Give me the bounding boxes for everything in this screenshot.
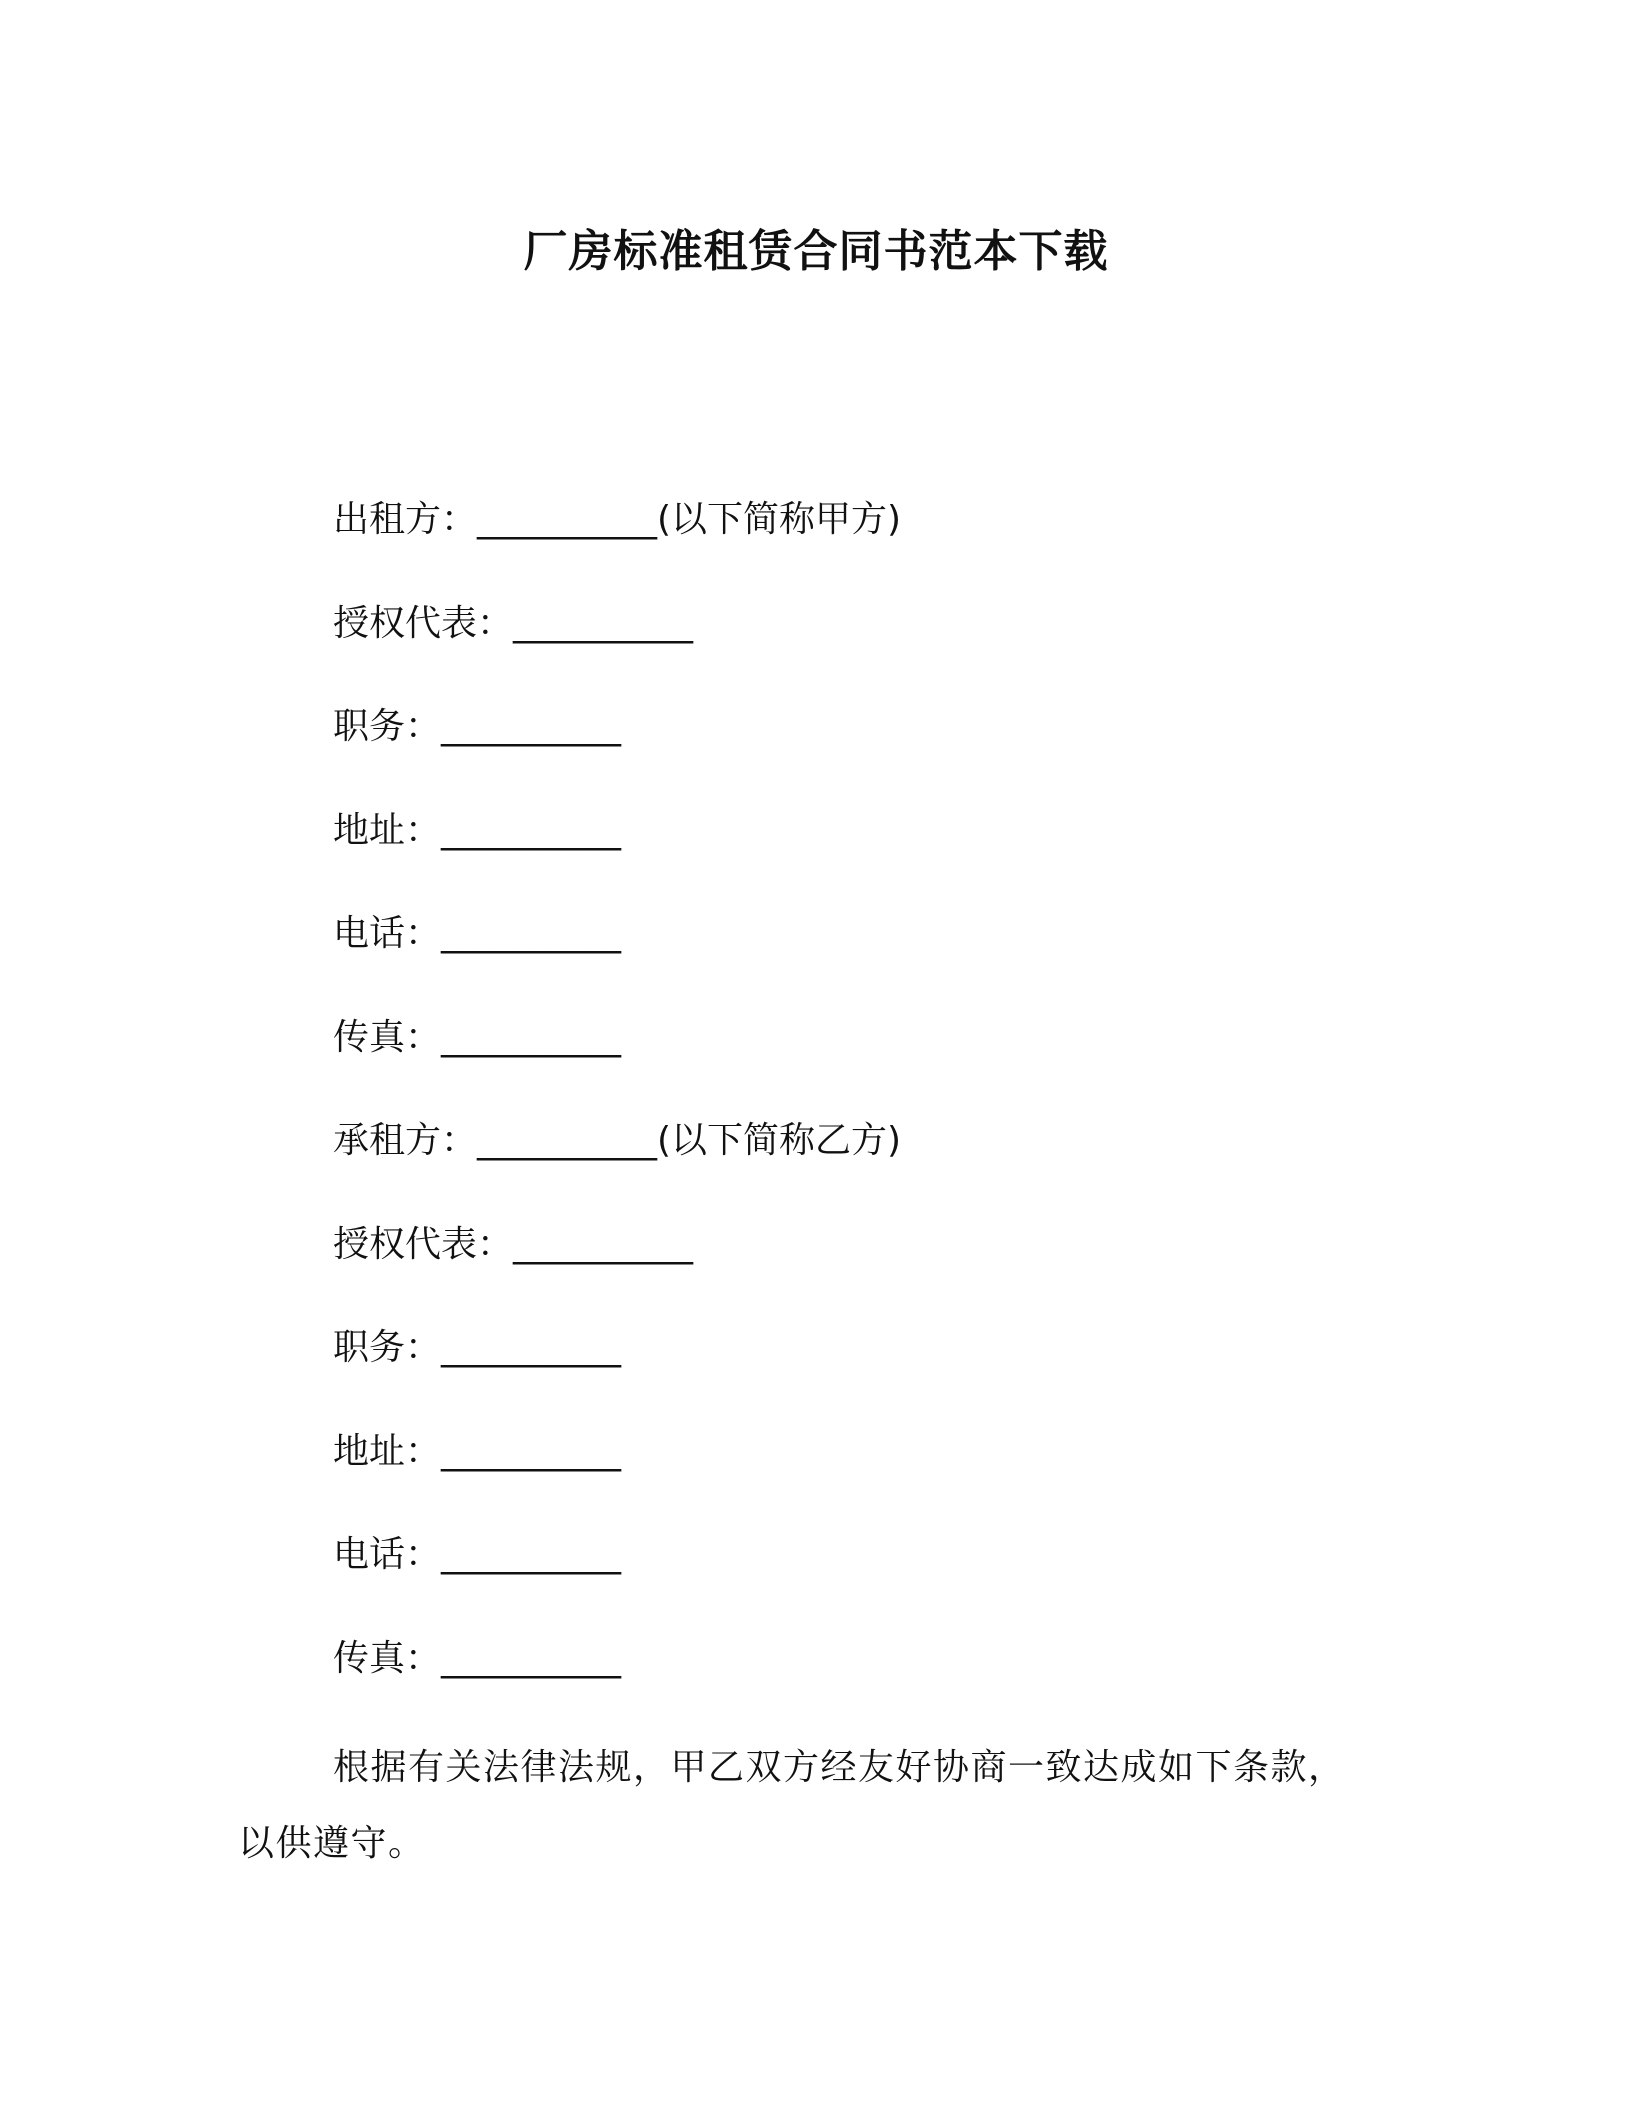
field-lessee-address bbox=[333, 1422, 1433, 1526]
field-label: 职务： bbox=[333, 706, 442, 747]
field-label: 授权代表： bbox=[333, 1223, 514, 1265]
document-title: 厂房标准租赁合同书范本下载 bbox=[523, 226, 1109, 277]
field-label: 地址： bbox=[333, 809, 442, 851]
field-lessor-representative bbox=[333, 594, 1433, 698]
field-label: 电话： bbox=[333, 913, 442, 954]
field-label: 职务： bbox=[333, 1327, 442, 1368]
field-blank: __________ bbox=[441, 1637, 622, 1679]
field-blank: __________ bbox=[513, 602, 694, 644]
field-lessor bbox=[333, 490, 1433, 594]
field-lessee-fax bbox=[333, 1629, 1433, 1733]
field-lessor-position bbox=[333, 697, 1433, 801]
field-lessor-phone bbox=[333, 904, 1433, 1008]
field-blank: __________ bbox=[441, 1016, 622, 1058]
field-blank: __________ bbox=[441, 913, 622, 954]
field-label: 电话： bbox=[333, 1534, 442, 1575]
field-label: 传真： bbox=[333, 1637, 442, 1679]
field-blank: __________ bbox=[441, 809, 622, 851]
field-blank: __________ bbox=[477, 1120, 658, 1161]
party-fields bbox=[333, 490, 1433, 1732]
field-lessee-representative bbox=[333, 1215, 1433, 1319]
field-label: 出租方： bbox=[333, 499, 478, 540]
field-lessee bbox=[333, 1111, 1433, 1215]
field-lessee-phone bbox=[333, 1525, 1433, 1629]
field-label: 地址： bbox=[333, 1430, 442, 1472]
field-blank: __________ bbox=[441, 1327, 622, 1368]
field-blank: __________ bbox=[441, 706, 622, 747]
field-lessor-address bbox=[333, 801, 1433, 905]
agreement-paragraph: 根据有关法律法规，甲乙双方经友好协商一致达成如下条款，以供遵守。 bbox=[238, 1747, 1346, 1864]
field-blank: __________ bbox=[441, 1430, 622, 1472]
field-suffix: (以下简称甲方) bbox=[657, 499, 902, 540]
field-label: 传真： bbox=[333, 1016, 442, 1058]
field-lessor-fax bbox=[333, 1008, 1433, 1112]
field-blank: __________ bbox=[477, 499, 658, 540]
field-label: 授权代表： bbox=[333, 602, 514, 644]
field-label: 承租方： bbox=[333, 1120, 478, 1161]
field-blank: __________ bbox=[441, 1534, 622, 1575]
field-blank: __________ bbox=[513, 1223, 694, 1265]
field-lessee-position bbox=[333, 1318, 1433, 1422]
field-suffix: (以下简称乙方) bbox=[657, 1120, 902, 1161]
